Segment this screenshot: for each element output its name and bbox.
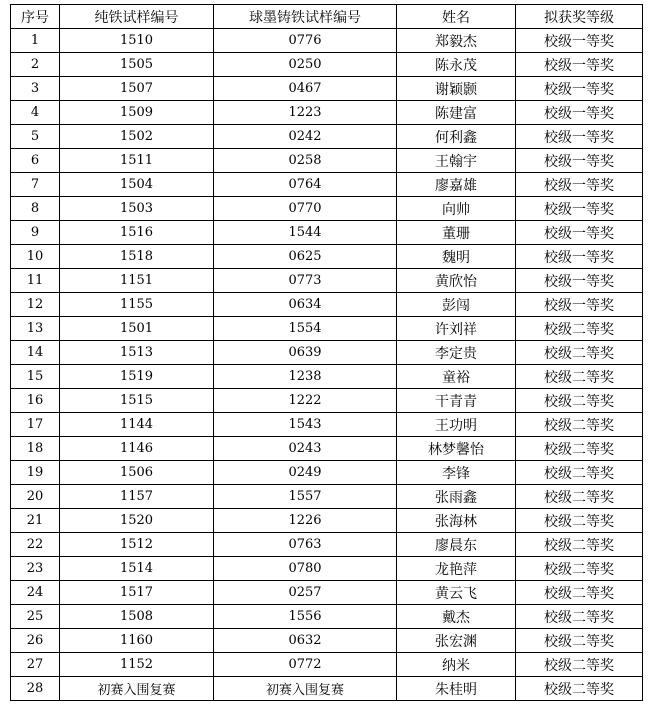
table-row	[11, 317, 643, 341]
cell-award-level: 校级二等奖	[516, 365, 643, 389]
cell-iron-sample-no: 1505	[60, 53, 214, 77]
cell-name: 廖嘉雄	[397, 173, 516, 197]
cell-name: 魏明	[397, 245, 516, 269]
cell-award-level: 校级二等奖	[516, 413, 643, 437]
cell-award-level: 校级二等奖	[516, 509, 643, 533]
cell-ductile-iron-sample-no: 0639	[214, 341, 397, 365]
cell-index: 27	[11, 653, 60, 677]
table-row	[11, 437, 643, 461]
cell-name: 朱桂明	[397, 677, 516, 701]
cell-award-level: 校级一等奖	[516, 101, 643, 125]
cell-name: 王翰宇	[397, 149, 516, 173]
cell-award-level: 校级一等奖	[516, 197, 643, 221]
cell-name: 林梦馨怡	[397, 437, 516, 461]
cell-iron-sample-no: 1152	[60, 653, 214, 677]
table-body	[11, 29, 643, 701]
cell-award-level: 校级二等奖	[516, 533, 643, 557]
cell-iron-sample-no: 初赛入围复赛	[60, 677, 214, 701]
cell-award-level: 校级二等奖	[516, 437, 643, 461]
cell-iron-sample-no: 1504	[60, 173, 214, 197]
cell-iron-sample-no: 1507	[60, 77, 214, 101]
table-row	[11, 509, 643, 533]
cell-index: 23	[11, 557, 60, 581]
cell-index: 11	[11, 269, 60, 293]
cell-name: 李锋	[397, 461, 516, 485]
cell-name: 干青青	[397, 389, 516, 413]
cell-name: 廖晨东	[397, 533, 516, 557]
cell-ductile-iron-sample-no: 0770	[214, 197, 397, 221]
cell-iron-sample-no: 1519	[60, 365, 214, 389]
cell-iron-sample-no: 1509	[60, 101, 214, 125]
cell-iron-sample-no: 1502	[60, 125, 214, 149]
award-table	[10, 4, 643, 701]
cell-iron-sample-no: 1517	[60, 581, 214, 605]
cell-iron-sample-no: 1508	[60, 605, 214, 629]
table-row	[11, 677, 643, 701]
cell-index: 14	[11, 341, 60, 365]
table-row	[11, 149, 643, 173]
cell-award-level: 校级二等奖	[516, 317, 643, 341]
table-row	[11, 629, 643, 653]
cell-award-level: 校级一等奖	[516, 221, 643, 245]
cell-iron-sample-no: 1151	[60, 269, 214, 293]
table-row	[11, 29, 643, 53]
cell-award-level: 校级二等奖	[516, 605, 643, 629]
cell-index: 5	[11, 125, 60, 149]
cell-name: 李定贵	[397, 341, 516, 365]
table-row	[11, 341, 643, 365]
table-row	[11, 101, 643, 125]
cell-index: 15	[11, 365, 60, 389]
table-row	[11, 245, 643, 269]
cell-ductile-iron-sample-no: 0776	[214, 29, 397, 53]
cell-iron-sample-no: 1520	[60, 509, 214, 533]
cell-ductile-iron-sample-no: 0763	[214, 533, 397, 557]
table-row	[11, 53, 643, 77]
cell-name: 陈永茂	[397, 53, 516, 77]
cell-ductile-iron-sample-no: 0625	[214, 245, 397, 269]
cell-ductile-iron-sample-no: 初赛入围复赛	[214, 677, 397, 701]
cell-index: 13	[11, 317, 60, 341]
cell-index: 26	[11, 629, 60, 653]
cell-award-level: 校级二等奖	[516, 581, 643, 605]
cell-name: 张海林	[397, 509, 516, 533]
cell-ductile-iron-sample-no: 0258	[214, 149, 397, 173]
cell-iron-sample-no: 1157	[60, 485, 214, 509]
cell-name: 黄云飞	[397, 581, 516, 605]
cell-iron-sample-no: 1503	[60, 197, 214, 221]
cell-name: 许刘祥	[397, 317, 516, 341]
header-iron-sample-no: 纯铁试样编号	[60, 5, 214, 29]
cell-iron-sample-no: 1514	[60, 557, 214, 581]
table-row	[11, 293, 643, 317]
cell-ductile-iron-sample-no: 1554	[214, 317, 397, 341]
table-row	[11, 173, 643, 197]
header-index: 序号	[11, 5, 60, 29]
cell-name: 纳米	[397, 653, 516, 677]
cell-index: 7	[11, 173, 60, 197]
cell-name: 向帅	[397, 197, 516, 221]
cell-index: 18	[11, 437, 60, 461]
cell-ductile-iron-sample-no: 0250	[214, 53, 397, 77]
cell-ductile-iron-sample-no: 1543	[214, 413, 397, 437]
cell-ductile-iron-sample-no: 1238	[214, 365, 397, 389]
cell-iron-sample-no: 1506	[60, 461, 214, 485]
cell-index: 21	[11, 509, 60, 533]
table-row	[11, 125, 643, 149]
table-row	[11, 533, 643, 557]
cell-ductile-iron-sample-no: 0257	[214, 581, 397, 605]
table-row	[11, 365, 643, 389]
cell-iron-sample-no: 1146	[60, 437, 214, 461]
cell-award-level: 校级二等奖	[516, 653, 643, 677]
cell-index: 6	[11, 149, 60, 173]
cell-iron-sample-no: 1155	[60, 293, 214, 317]
table-row	[11, 389, 643, 413]
cell-ductile-iron-sample-no: 0249	[214, 461, 397, 485]
cell-index: 17	[11, 413, 60, 437]
cell-ductile-iron-sample-no: 0780	[214, 557, 397, 581]
cell-iron-sample-no: 1144	[60, 413, 214, 437]
cell-ductile-iron-sample-no: 1556	[214, 605, 397, 629]
cell-award-level: 校级一等奖	[516, 173, 643, 197]
cell-award-level: 校级一等奖	[516, 53, 643, 77]
cell-award-level: 校级二等奖	[516, 461, 643, 485]
cell-name: 张雨鑫	[397, 485, 516, 509]
table-header	[11, 5, 643, 29]
cell-iron-sample-no: 1516	[60, 221, 214, 245]
table-row	[11, 77, 643, 101]
cell-name: 戴杰	[397, 605, 516, 629]
cell-iron-sample-no: 1512	[60, 533, 214, 557]
header-ductile-iron-sample-no: 球墨铸铁试样编号	[214, 5, 397, 29]
cell-ductile-iron-sample-no: 0772	[214, 653, 397, 677]
cell-index: 24	[11, 581, 60, 605]
table-row	[11, 413, 643, 437]
cell-ductile-iron-sample-no: 1223	[214, 101, 397, 125]
cell-iron-sample-no: 1515	[60, 389, 214, 413]
cell-iron-sample-no: 1511	[60, 149, 214, 173]
cell-award-level: 校级二等奖	[516, 557, 643, 581]
cell-ductile-iron-sample-no: 0764	[214, 173, 397, 197]
cell-name: 龙艳萍	[397, 557, 516, 581]
cell-name: 童裕	[397, 365, 516, 389]
cell-award-level: 校级二等奖	[516, 341, 643, 365]
cell-award-level: 校级二等奖	[516, 629, 643, 653]
cell-award-level: 校级一等奖	[516, 29, 643, 53]
cell-index: 8	[11, 197, 60, 221]
cell-award-level: 校级一等奖	[516, 245, 643, 269]
cell-name: 郑毅杰	[397, 29, 516, 53]
header-award-level: 拟获奖等级	[516, 5, 643, 29]
cell-index: 19	[11, 461, 60, 485]
cell-award-level: 校级二等奖	[516, 389, 643, 413]
cell-index: 10	[11, 245, 60, 269]
table-row	[11, 461, 643, 485]
cell-index: 4	[11, 101, 60, 125]
header-row	[11, 5, 643, 29]
table-row	[11, 269, 643, 293]
cell-index: 28	[11, 677, 60, 701]
cell-award-level: 校级一等奖	[516, 125, 643, 149]
table-row	[11, 197, 643, 221]
table-row	[11, 581, 643, 605]
cell-ductile-iron-sample-no: 0773	[214, 269, 397, 293]
cell-award-level: 校级二等奖	[516, 485, 643, 509]
cell-name: 彭闯	[397, 293, 516, 317]
cell-index: 16	[11, 389, 60, 413]
cell-iron-sample-no: 1513	[60, 341, 214, 365]
cell-index: 3	[11, 77, 60, 101]
cell-iron-sample-no: 1160	[60, 629, 214, 653]
cell-ductile-iron-sample-no: 1557	[214, 485, 397, 509]
header-name: 姓名	[397, 5, 516, 29]
cell-award-level: 校级一等奖	[516, 77, 643, 101]
cell-ductile-iron-sample-no: 0632	[214, 629, 397, 653]
cell-index: 25	[11, 605, 60, 629]
cell-index: 2	[11, 53, 60, 77]
cell-award-level: 校级一等奖	[516, 269, 643, 293]
cell-award-level: 校级一等奖	[516, 149, 643, 173]
table-row	[11, 557, 643, 581]
cell-index: 20	[11, 485, 60, 509]
cell-ductile-iron-sample-no: 0243	[214, 437, 397, 461]
cell-ductile-iron-sample-no: 1222	[214, 389, 397, 413]
cell-ductile-iron-sample-no: 1544	[214, 221, 397, 245]
cell-index: 9	[11, 221, 60, 245]
cell-index: 1	[11, 29, 60, 53]
cell-iron-sample-no: 1501	[60, 317, 214, 341]
cell-iron-sample-no: 1518	[60, 245, 214, 269]
cell-name: 王功明	[397, 413, 516, 437]
cell-name: 谢颖颢	[397, 77, 516, 101]
cell-ductile-iron-sample-no: 0242	[214, 125, 397, 149]
cell-award-level: 校级一等奖	[516, 293, 643, 317]
cell-name: 黄欣怡	[397, 269, 516, 293]
cell-ductile-iron-sample-no: 1226	[214, 509, 397, 533]
cell-award-level: 校级二等奖	[516, 677, 643, 701]
cell-name: 董珊	[397, 221, 516, 245]
cell-index: 22	[11, 533, 60, 557]
table-row	[11, 221, 643, 245]
cell-iron-sample-no: 1510	[60, 29, 214, 53]
table-row	[11, 485, 643, 509]
cell-index: 12	[11, 293, 60, 317]
cell-name: 张宏渊	[397, 629, 516, 653]
table-row	[11, 605, 643, 629]
cell-name: 陈建富	[397, 101, 516, 125]
table-row	[11, 653, 643, 677]
cell-ductile-iron-sample-no: 0467	[214, 77, 397, 101]
cell-ductile-iron-sample-no: 0634	[214, 293, 397, 317]
cell-name: 何利鑫	[397, 125, 516, 149]
